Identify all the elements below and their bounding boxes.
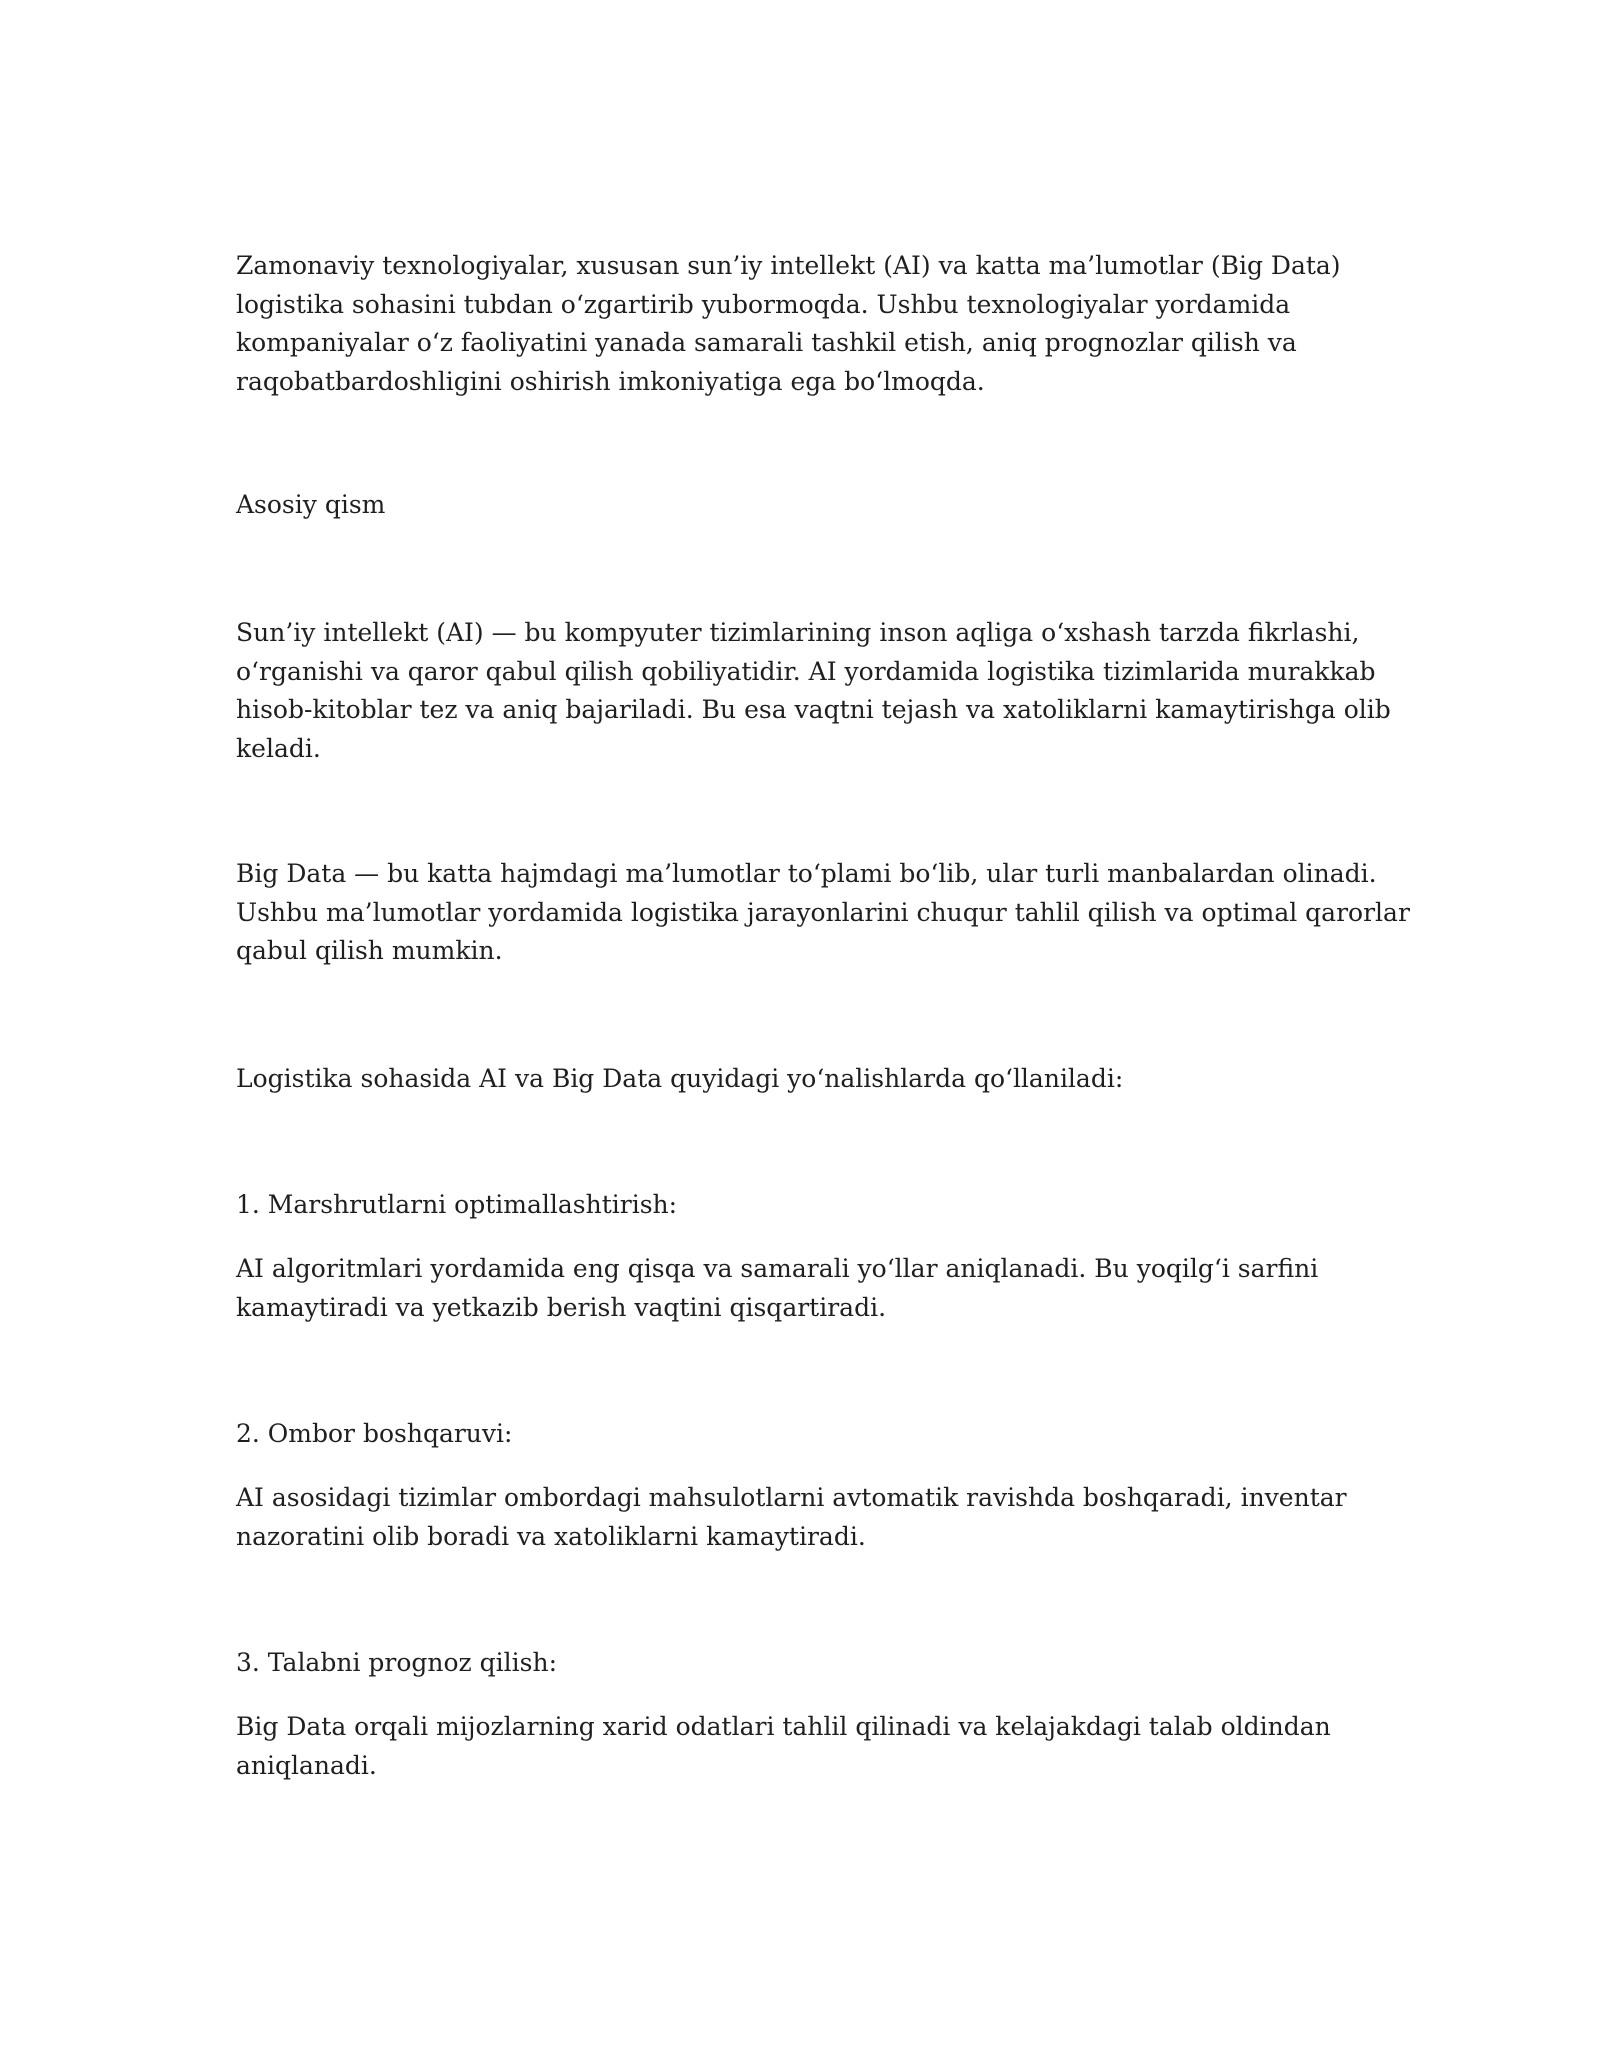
text-line: AI asosidagi tizimlar ombordagi mahsulotlarni avtomatik ravishda boshqaradi, inventar [236, 1483, 1347, 1512]
text-line: Ushbu ma’lumotlar yordamida logistika jarayonlarini chuqur tahlil qilish va optimal qarorlar [236, 897, 1410, 927]
text-line: Big Data — bu katta hajmdagi ma’lumotlar to‘plami bo‘lib, ular turli manbalardan olinadi. [236, 859, 1377, 888]
section-heading [236, 486, 1361, 525]
text-line: kompaniyalar o‘z faoliyatini yanada samarali tashkil etish, aniq prognozlar qilish va [236, 328, 1297, 357]
text-line: nazoratini olib boradi va xatoliklarni kamaytiradi. [236, 1521, 866, 1551]
list-item-heading: 3. Talabni prognoz qilish: [236, 1648, 558, 1677]
text-line: kamaytiradi va yetkazib berish vaqtini qisqartiradi. [236, 1292, 887, 1322]
text-line: o‘rganishi va qaror qabul qilish qobiliyatidir. AI yordamida logistika tizimlarida murakkab [236, 656, 1376, 686]
text-line: qabul qilish mumkin. [236, 936, 503, 965]
intro-paragraph [236, 247, 1361, 401]
ai-definition-paragraph [236, 614, 1391, 768]
list-item-heading: 1. Marshrutlarni optimallashtirish: [236, 1190, 678, 1219]
bigdata-definition-paragraph [236, 855, 1410, 971]
item-1-body [236, 1250, 1361, 1327]
text-line: hisob-kitoblar tez va aniq bajariladi. Bu esa vaqtni tejash va xatoliklarni kamaytirishga olib [236, 695, 1391, 724]
applications-intro-paragraph [236, 1060, 1361, 1099]
text-line: aniqlanadi. [236, 1750, 377, 1780]
text-line: Logistika sohasida AI va Big Data quyidagi yo‘nalishlarda qo‘llaniladi: [236, 1064, 1124, 1093]
heading-text: Asosiy qism [236, 490, 386, 519]
text-line: raqobatbardoshligini oshirish imkoniyatiga ega bo‘lmoqda. [236, 366, 985, 396]
list-item-heading: 2. Ombor boshqaruvi: [236, 1419, 513, 1448]
text-line: keladi. [236, 733, 321, 763]
text-line: Zamonaviy texnologiyalar, xususan sun’iy intellekt (AI) va katta ma’lumotlar (Big Data) [236, 251, 1341, 280]
item-2-title [236, 1415, 1361, 1454]
text-line: Sun’iy intellekt (AI) — bu kompyuter tizimlarining inson aqliga o‘xshash tarzda fikrlashi, [236, 618, 1360, 647]
text-line: Big Data orqali mijozlarning xarid odatlari tahlil qilinadi va kelajakdagi talab oldindan [236, 1712, 1331, 1741]
item-1-title [236, 1186, 1361, 1225]
text-line: AI algoritmlari yordamida eng qisqa va samarali yo‘llar aniqlanadi. Bu yoqilg‘i sarfini [236, 1254, 1319, 1283]
item-3-body [236, 1708, 1361, 1785]
item-3-title [236, 1644, 1361, 1683]
item-2-body [236, 1479, 1361, 1556]
text-line: logistika sohasini tubdan o‘zgartirib yubormoqda. Ushbu texnologiyalar yordamida [236, 289, 1291, 319]
